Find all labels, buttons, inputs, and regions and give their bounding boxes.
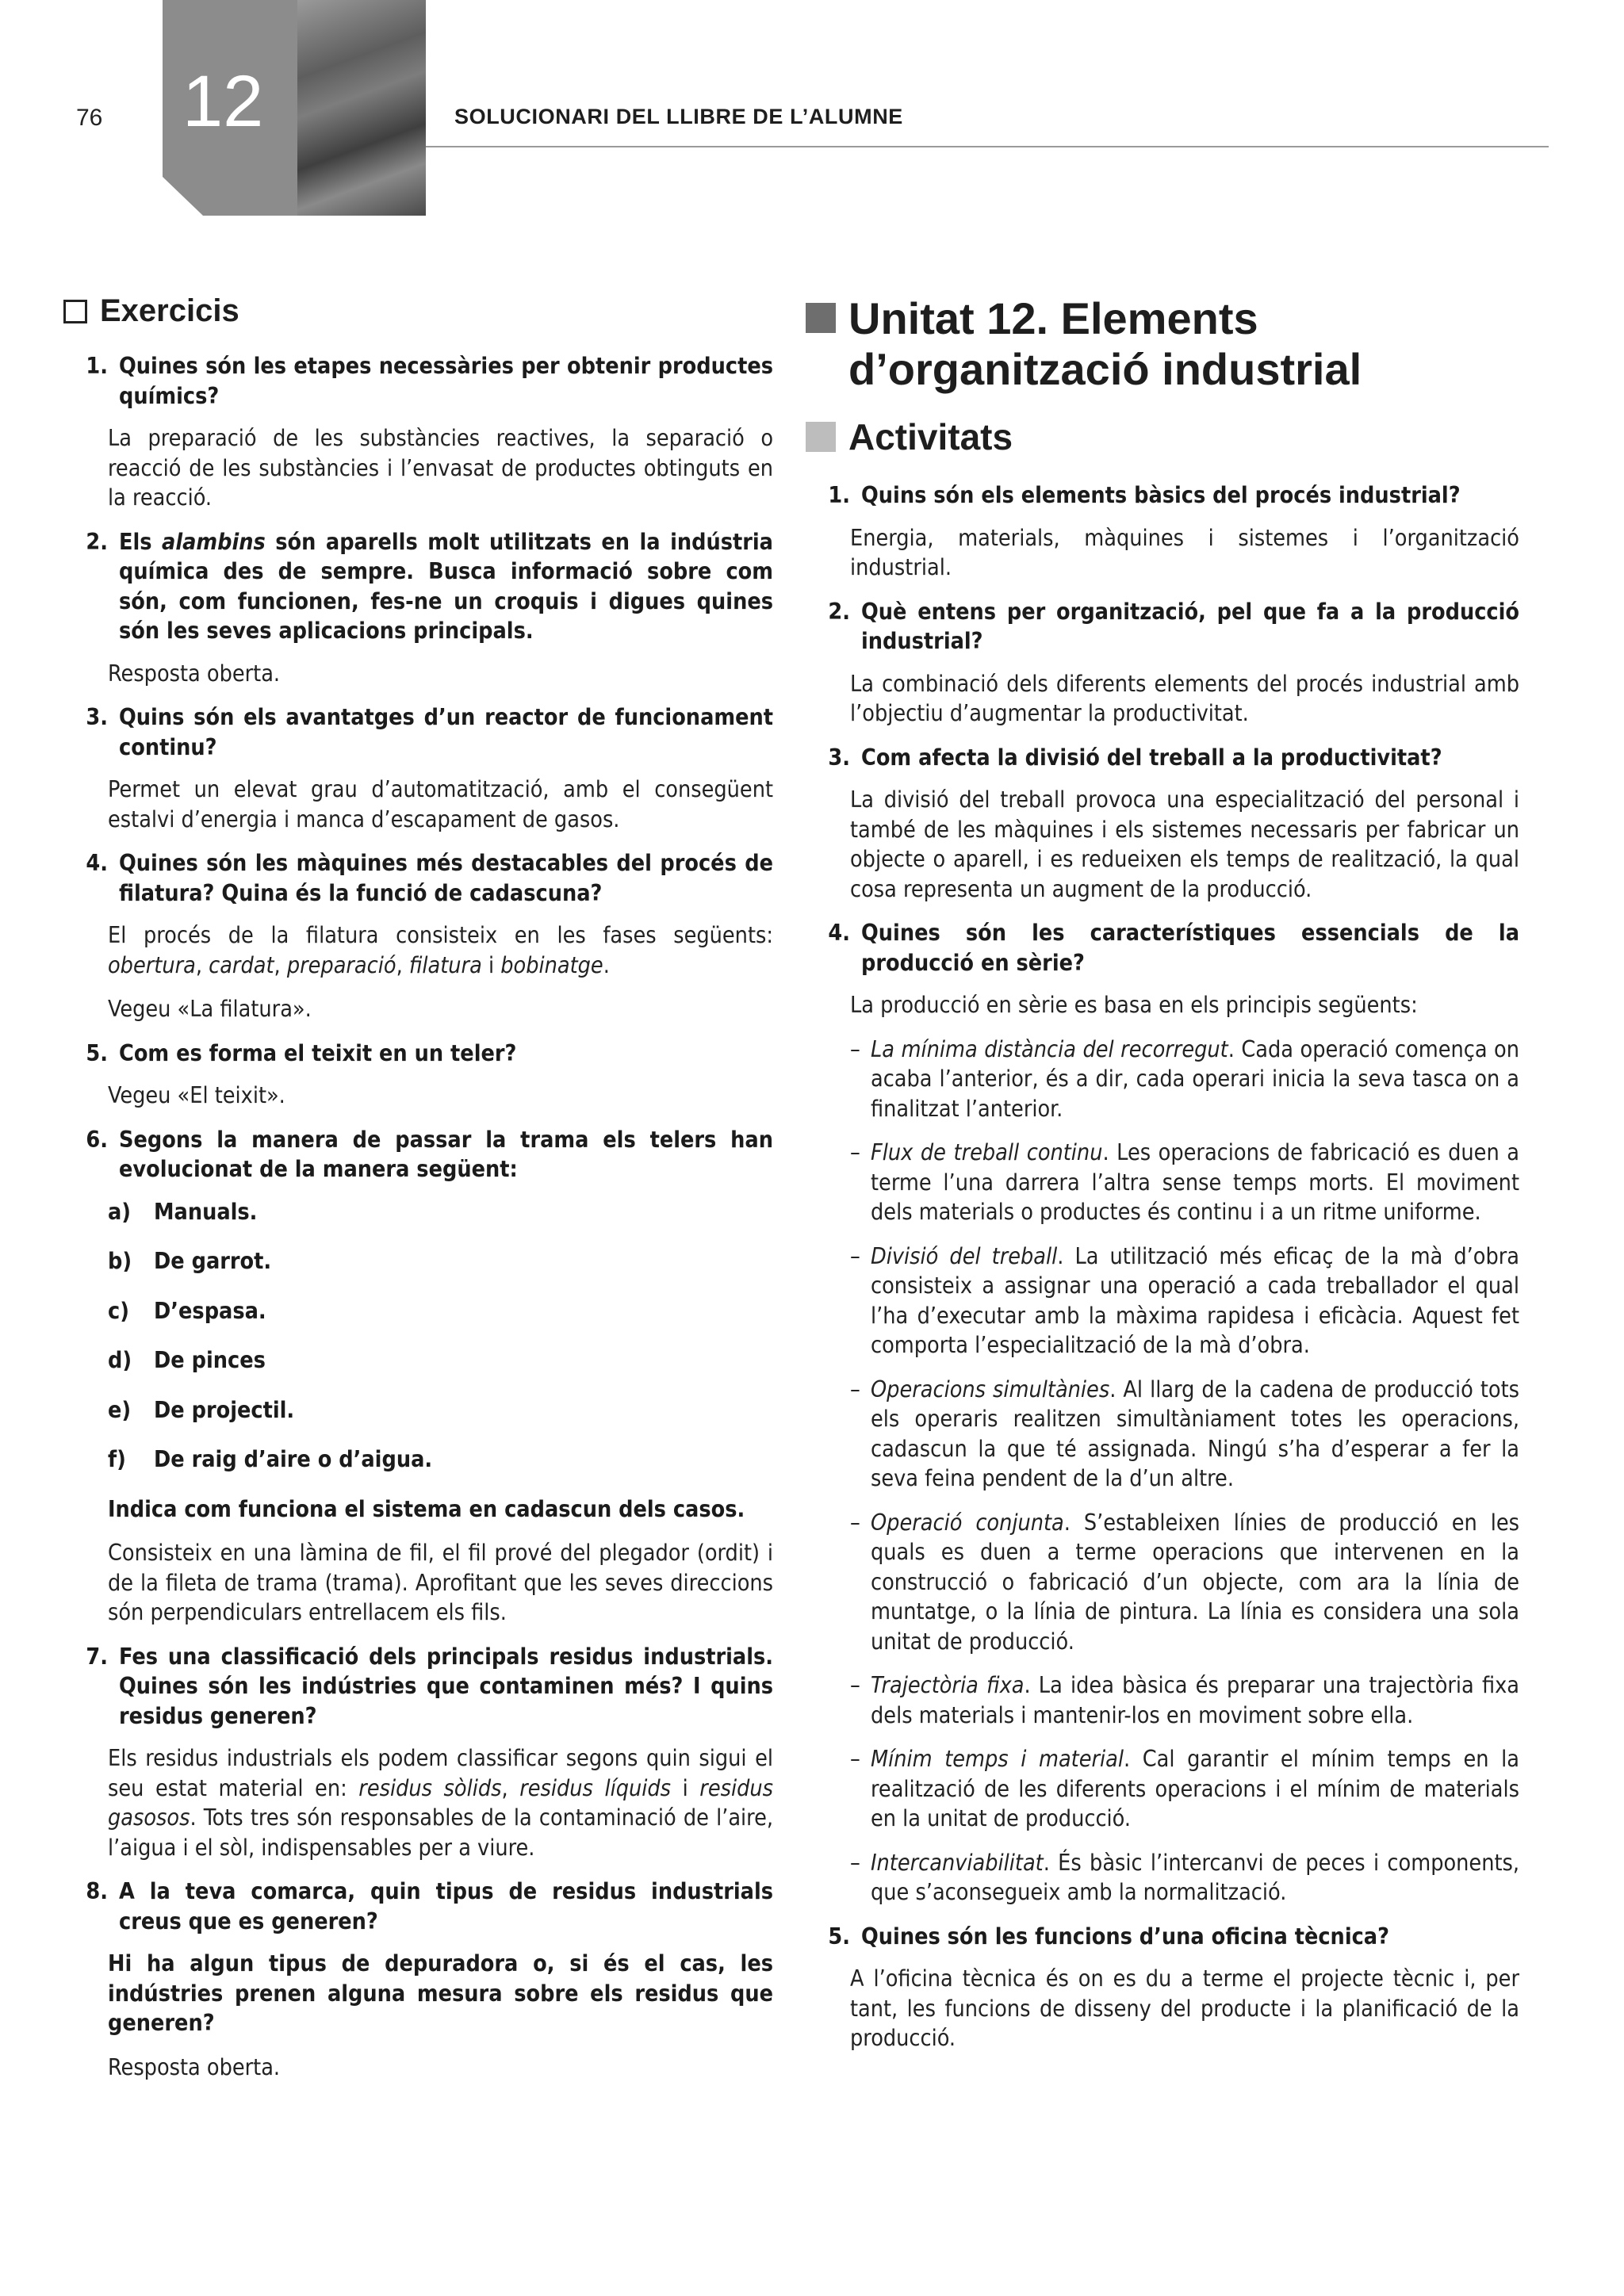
question: 2. Què entens per organització, pel que fa a la producció industrial? xyxy=(828,598,1519,654)
list-item: b) De garrot. xyxy=(108,1248,272,1274)
chapter-photo xyxy=(297,0,426,216)
list-item: a) Manuals. xyxy=(108,1198,258,1225)
answer: La divisió del treball provoca una especialització del personal i també de les màquines i els sistemes necessaris per fabricar un objecte o aparell, i es redueixen els temps de realització, la qual cosa representa un augment de la producció. xyxy=(850,786,1519,902)
unit-title-line: Unitat 12. Elements xyxy=(848,293,1258,343)
section-exercicis xyxy=(63,293,773,329)
list-item: e) De projectil. xyxy=(108,1396,295,1423)
answer: Vegeu «El teixit». xyxy=(108,1082,285,1108)
list-item: – Trajectòria fixa. La idea bàsica és preparar una trajectòria fixa dels materials i mantenir-los en moviment sobre ella. xyxy=(850,1672,1519,1728)
left-column xyxy=(63,293,773,2096)
checkbox-square-icon xyxy=(63,300,87,323)
question: 5. Quines són les funcions d’una oficina tècnica? xyxy=(828,1923,1389,1950)
header-divider xyxy=(426,146,1549,147)
section-title: Exercicis xyxy=(100,293,239,328)
list-item: – Flux de treball continu. Les operacions de fabricació es duen a terme l’una darrera l’altra sense temps morts. El moviment dels materials o productes és continu i a un ritme uniforme. xyxy=(850,1139,1520,1225)
question-followup: Hi ha algun tipus de depuradora o, si és el cas, les indústries prenen alguna mesura sobre els residus que generen? xyxy=(108,1950,773,2036)
question: 3. Quins són els avantatges d’un reactor de funcionament continu? xyxy=(86,704,773,760)
question: 3. Com afecta la divisió del treball a la productivitat? xyxy=(828,744,1442,771)
question: 8. A la teva comarca, quin tipus de residus industrials creus que es generen? xyxy=(86,1878,773,1934)
question: 1. Quines són les etapes necessàries per obtenir productes químics? xyxy=(86,353,773,409)
question: 7. Fes una classificació dels principals residus industrials. Quines són les indústries que contaminen més? I quins residus generen? xyxy=(86,1643,773,1729)
answer: La preparació de les substàncies reactives, la separació o reacció de les substàncies i l’envasat de productes obtinguts en la reacció. xyxy=(108,425,773,511)
question: 4. Quines són les màquines més destacables del procés de filatura? Quina és la funció de cadascuna? xyxy=(86,850,773,906)
answer: Resposta oberta. xyxy=(108,2053,281,2080)
chapter-number: 12 xyxy=(182,61,264,142)
answer: La combinació dels diferents elements del procés industrial amb l’objectiu d’augmentar la productivitat. xyxy=(850,670,1519,726)
list-item: – Operació conjunta. S’estableixen línies de producció en les quals es duen a terme operacions que intervenen en la construcció o fabricació d’un objecte, com ara la línia de muntatge, o la línia de pintura. La línia es considera una sola unitat de producció. xyxy=(850,1509,1519,1655)
page-number: 76 xyxy=(76,105,103,131)
list-item: – Divisió del treball. La utilització més eficaç de la mà d’obra consisteix a assignar una operació a cada treballador el qual l’ha d’executar amb la màxima rapidesa i eficàcia. Aquest fet comporta l’especialització de la mà d’obra. xyxy=(850,1242,1519,1358)
list-item: d) De pinces xyxy=(108,1347,266,1373)
answer: Vegeu «La filatura». xyxy=(108,996,312,1022)
square-bullet-icon xyxy=(806,422,836,452)
unit-title-line: d’organització industrial xyxy=(848,344,1362,394)
section-activitats xyxy=(806,415,1519,458)
answer: La producció en sèrie es basa en els principis següents: xyxy=(850,992,1418,1018)
section-title: Activitats xyxy=(848,416,1013,457)
question: 5. Com es forma el teixit en un teler? xyxy=(86,1039,517,1066)
list-item: – Operacions simultànies. Al llarg de la cadena de producció tots els operaris realitzen simultàniament totes les operacions, cadascun la que té assignada. Ningú s’ha d’esperar a fer la seva feina pendent de la d’un altre. xyxy=(850,1376,1519,1491)
question: 6. Segons la manera de passar la trama els telers han evolucionat de la manera següent: xyxy=(86,1126,773,1182)
answer: Permet un elevat grau d’automatització, amb el consegüent estalvi d’energia i manca d’escapament de gasos. xyxy=(108,776,773,832)
running-header: SOLUCIONARI DEL LLIBRE DE L’ALUMNE xyxy=(454,105,903,128)
unit-title xyxy=(806,293,1519,395)
list-item: – Mínim temps i material. Cal garantir el mínim temps en la realització de les diferents operacions i el mínim de materials en la unitat de producció. xyxy=(850,1746,1520,1831)
answer: Resposta oberta. xyxy=(108,660,281,687)
list-item: c) D’espasa. xyxy=(108,1297,266,1324)
square-bullet-icon xyxy=(806,303,836,333)
question-followup: Indica com funciona el sistema en cadascun dels casos. xyxy=(108,1495,745,1522)
list-item: f) De raig d’aire o d’aigua. xyxy=(108,1446,433,1472)
answer: Consisteix en una làmina de fil, el fil prové del plegador (ordit) i de la fileta de trama (trama). Aprofitant que les seves direccions són perpendiculars entrellacem els fils. xyxy=(108,1540,773,1625)
answer: El procés de la filatura consisteix en les fases següents: obertura, cardat, preparació, filatura i bobinatge. xyxy=(108,922,773,978)
list-item: – Intercanviabilitat. És bàsic l’intercanvi de peces i components, que s’aconsegueix amb la normalització. xyxy=(850,1849,1519,1905)
question: 1. Quins són els elements bàsics del procés industrial? xyxy=(828,482,1461,508)
answer: Els residus industrials els podem classificar segons quin sigui el seu estat material en: residus sòlids, residus líquids i residus gasosos. Tots tres són responsables de la contaminació de l’aire, l’aigua i el sòl, indispensables per a viure. xyxy=(108,1745,773,1861)
right-column xyxy=(806,293,1519,2068)
question: 2. Els alambins són aparells molt utilitzats en la indústria química des de sempre. Busca informació sobre com són, com funcionen, fes-ne un croquis i digues quines són les seves aplicacions principals. xyxy=(86,528,773,644)
list-item: – La mínima distància del recorregut. Cada operació comença on acaba l’anterior, és a dir, cada operari inicia la seva tasca on a finalitzat l’anterior. xyxy=(850,1035,1519,1122)
answer: A l’oficina tècnica és on es du a terme el projecte tècnic i, per tant, les funcions de disseny del producte i la planificació de la producció. xyxy=(850,1965,1519,2051)
question: 4. Quines són les característiques essencials de la producció en sèrie? xyxy=(828,920,1519,976)
answer: Energia, materials, màquines i sistemes i l’organització industrial. xyxy=(850,524,1519,580)
